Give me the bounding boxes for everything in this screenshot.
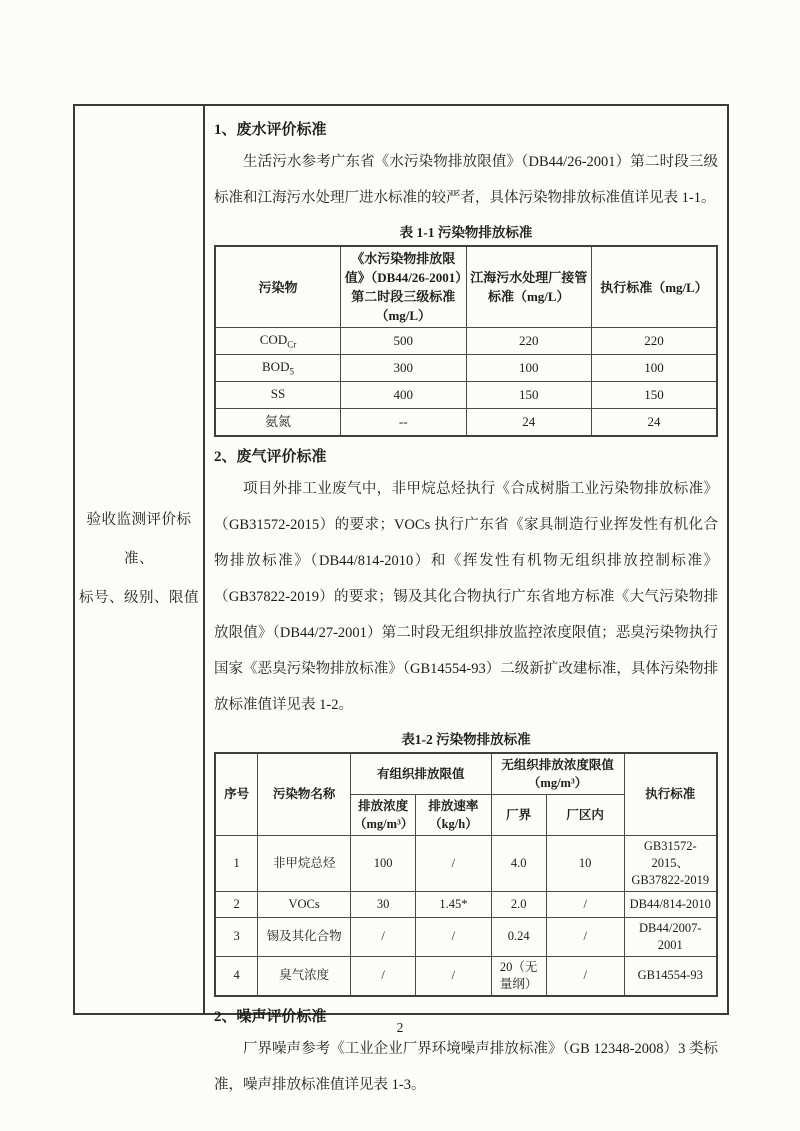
cell-inside-factory: / bbox=[546, 956, 624, 996]
cell-pollutant: $COD_{Cr}$ bbox=[215, 328, 341, 355]
col-executed-standard: 执行标准（mg/L） bbox=[592, 246, 718, 328]
cell-pollutant-name: 臭气浓度 bbox=[258, 956, 351, 996]
criteria-label-line1: 验收监测评价标准、 bbox=[86, 512, 192, 567]
cell-pollutant: SS bbox=[215, 382, 341, 409]
cell-inside-factory: / bbox=[546, 891, 624, 917]
cell-seq: 1 bbox=[215, 835, 258, 891]
table-row bbox=[215, 355, 717, 382]
col-group-organized: 有组织排放限值 bbox=[351, 753, 492, 795]
cell-emission-concentration: 30 bbox=[351, 891, 416, 917]
cell-seq: 4 bbox=[215, 956, 258, 996]
cell-executed-standard: 150 bbox=[592, 382, 718, 409]
cell-emission-rate: / bbox=[416, 956, 491, 996]
cell-db44-limit: -- bbox=[341, 409, 467, 436]
cell-db44-limit: 500 bbox=[341, 328, 467, 355]
table-row bbox=[215, 917, 717, 956]
col-pollutant: 污染物 bbox=[215, 246, 341, 328]
cell-factory-boundary: 0.24 bbox=[491, 917, 546, 956]
cell-emission-rate: 1.45* bbox=[416, 891, 491, 917]
table-header-row bbox=[215, 753, 717, 795]
waste-gas-standards-table bbox=[214, 752, 718, 997]
col-db44-limit: 《水污染物排放限值》（DB44/26-2001）第二时段三级标准（mg/L） bbox=[341, 246, 467, 328]
criteria-label-line2: 标号、级别、限值 bbox=[79, 590, 199, 606]
table-row bbox=[215, 956, 717, 996]
cell-executed-standard: GB31572-2015、GB37822-2019 bbox=[624, 835, 717, 891]
wastewater-paragraph: 生活污水参考广东省《水污染物排放限值》（DB44/26-2001）第二时段三级标准和江海污水处理厂进水标准的较严者，具体污染物排放标准值详见表 1-1。 bbox=[214, 154, 718, 206]
cell-factory-boundary: 2.0 bbox=[491, 891, 546, 917]
cell-emission-concentration: / bbox=[351, 956, 416, 996]
cell-jianghai-intake: 220 bbox=[466, 328, 592, 355]
table-row bbox=[215, 835, 717, 891]
waste-gas-paragraph: 项目外排工业废气中，非甲烷总烃执行《合成树脂工业污染物排放标准》（GB31572-2015）的要求；VOCs 执行广东省《家具制造行业挥发性有机化合物排放标准》（DB44/814-2010）和《挥发性有机物无组织排放控制标准》（GB37822-2019）的要求；锡及其化合物执行广东省地方标准《大气污染物排放限值》（DB44/27-2001）第二时段无组织排放监控浓度限值；恶臭污染物执行国家《恶臭污染物排放标准》（GB14554-93）二级新扩改建标准，具体污染物排放标准值详见表 1-2。 bbox=[214, 480, 718, 713]
cell-db44-limit: 400 bbox=[341, 382, 467, 409]
cell-inside-factory: / bbox=[546, 917, 624, 956]
cell-db44-limit: 300 bbox=[341, 355, 467, 382]
col-factory-boundary: 厂界 bbox=[491, 794, 546, 835]
cell-emission-concentration: / bbox=[351, 917, 416, 956]
table-1-1-caption: 表 1-1 污染物排放标准 bbox=[399, 225, 533, 240]
cell-pollutant-name: 锡及其化合物 bbox=[258, 917, 351, 956]
col-executed-standard: 执行标准 bbox=[624, 753, 717, 836]
criteria-label-cell bbox=[75, 106, 205, 1013]
cell-pollutant-name: 非甲烷总烃 bbox=[258, 835, 351, 891]
wastewater-section-heading: 1、废水评价标准 bbox=[214, 122, 327, 138]
col-seq: 序号 bbox=[215, 753, 258, 836]
table-row bbox=[215, 891, 717, 917]
page-number: 2 bbox=[396, 1020, 404, 1035]
cell-inside-factory: 10 bbox=[546, 835, 624, 891]
cell-executed-standard: DB44/814-2010 bbox=[624, 891, 717, 917]
cell-emission-concentration: 100 bbox=[351, 835, 416, 891]
cell-seq: 2 bbox=[215, 891, 258, 917]
cell-pollutant-name: VOCs bbox=[258, 891, 351, 917]
table-header-row bbox=[215, 246, 717, 328]
table-row bbox=[215, 382, 717, 409]
cell-factory-boundary: 20（无量纲） bbox=[491, 956, 546, 996]
table-row bbox=[215, 409, 717, 436]
cell-jianghai-intake: 150 bbox=[466, 382, 592, 409]
cell-pollutant: 氨氮 bbox=[215, 409, 341, 436]
col-group-unorganized: 无组织排放浓度限值（mg/m³） bbox=[491, 753, 624, 795]
cell-executed-standard: 220 bbox=[592, 328, 718, 355]
table-1-2-caption: 表1-2 污染物排放标准 bbox=[401, 731, 531, 747]
document-form-table bbox=[73, 104, 729, 1093]
cell-jianghai-intake: 24 bbox=[466, 409, 592, 436]
waste-gas-section-heading: 2、废气评价标准 bbox=[214, 448, 327, 465]
cell-executed-standard: 24 bbox=[592, 409, 718, 436]
wastewater-standards-table bbox=[214, 245, 718, 437]
col-emission-rate: 排放速率（kg/h） bbox=[416, 794, 491, 835]
cell-emission-rate: / bbox=[416, 917, 491, 956]
criteria-content-cell bbox=[205, 106, 727, 1093]
col-inside-factory: 厂区内 bbox=[546, 794, 624, 835]
cell-factory-boundary: 4.0 bbox=[491, 835, 546, 891]
cell-jianghai-intake: 100 bbox=[466, 355, 592, 382]
noise-paragraph: 厂界噪声参考《工业企业厂界环境噪声排放标准》（GB 12348-2008）3 类标准，噪声排放标准值详见表 1-3。 bbox=[214, 1040, 718, 1093]
col-emission-concentration: 排放浓度（mg/m³） bbox=[351, 794, 416, 835]
noise-section-heading: 2、噪声评价标准 bbox=[214, 1008, 327, 1025]
cell-executed-standard: 100 bbox=[592, 355, 718, 382]
cell-seq: 3 bbox=[215, 917, 258, 956]
cell-executed-standard: DB44/2007-2001 bbox=[624, 917, 717, 956]
cell-emission-rate: / bbox=[416, 835, 491, 891]
cell-pollutant: $BOD_5$ bbox=[215, 355, 341, 382]
col-jianghai-intake: 江海污水处理厂接管标准（mg/L） bbox=[466, 246, 592, 328]
col-pollutant-name: 污染物名称 bbox=[258, 753, 351, 836]
cell-executed-standard: GB14554-93 bbox=[624, 956, 717, 996]
table-row bbox=[215, 328, 717, 355]
